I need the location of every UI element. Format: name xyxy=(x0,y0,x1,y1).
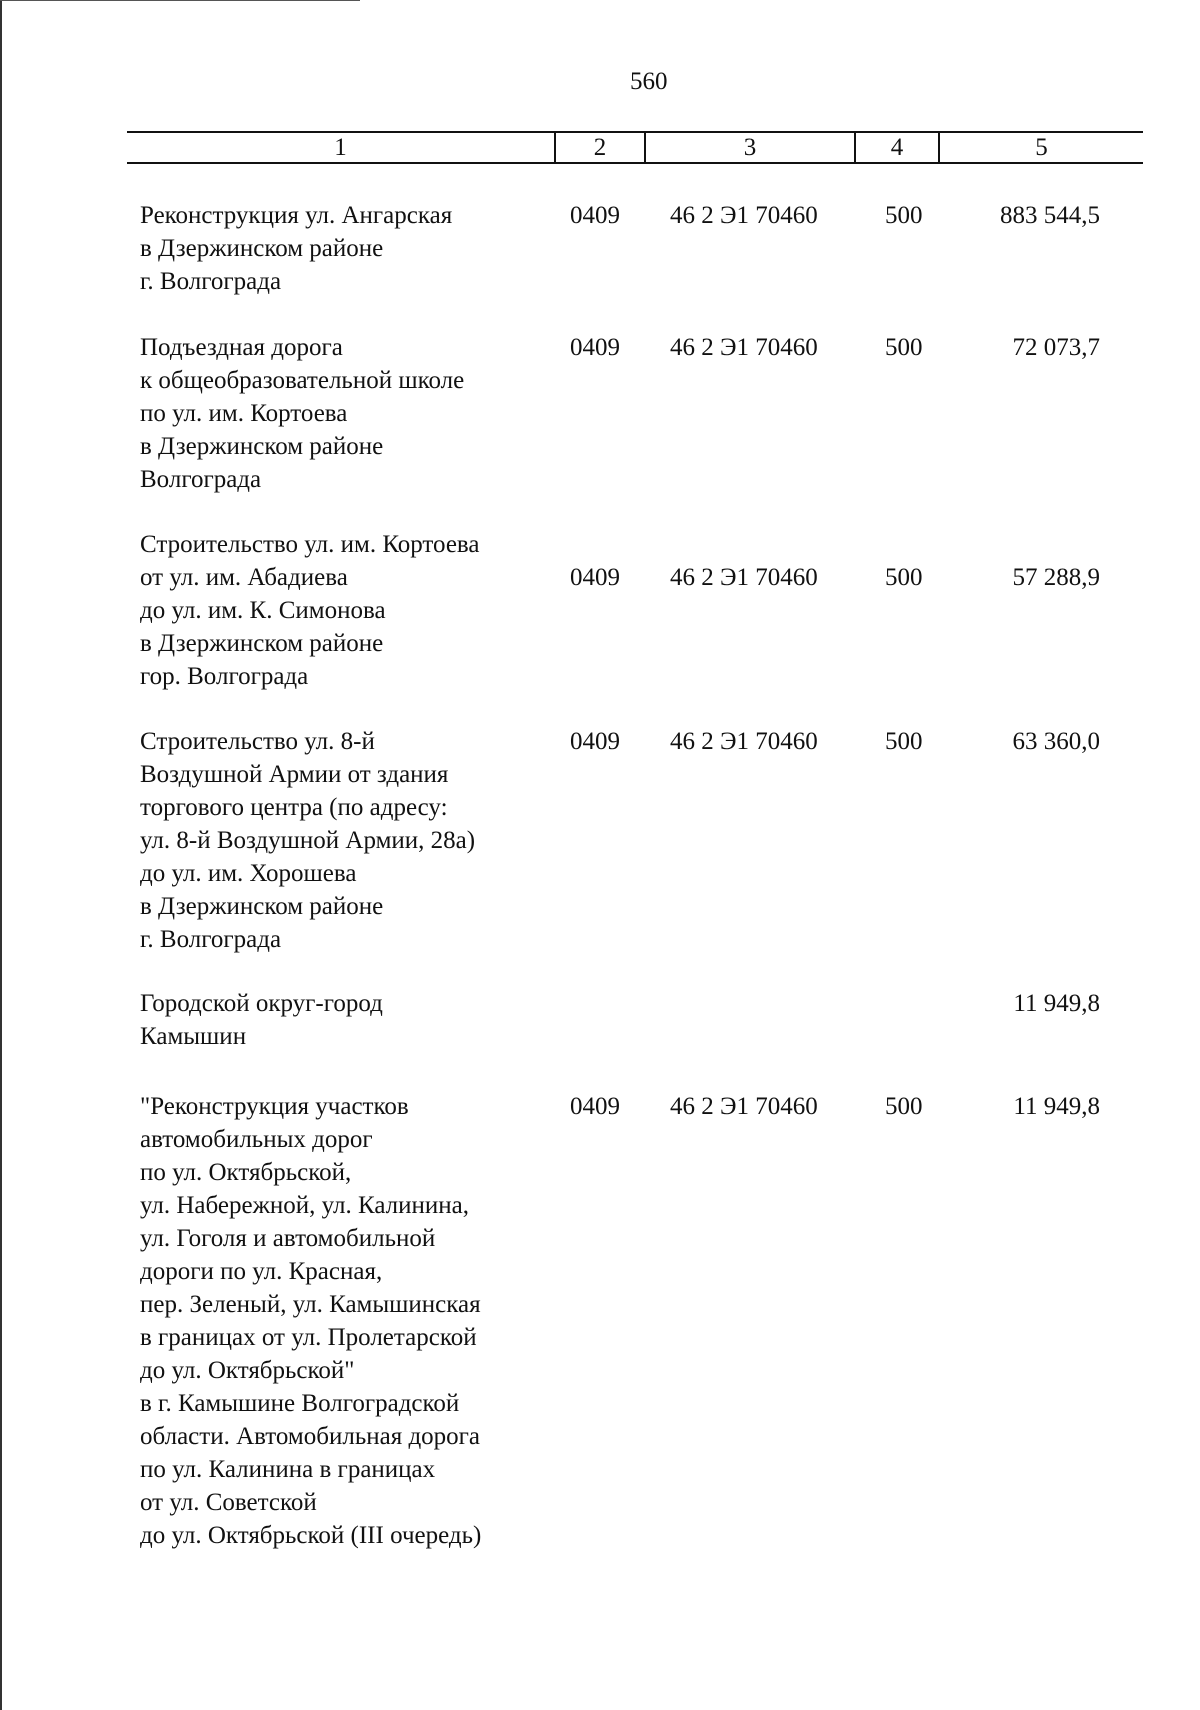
amount: 883 544,5 xyxy=(1000,202,1100,229)
name-line: ул. Набережной, ул. Калинина, xyxy=(140,1192,470,1219)
target-code: 46 2 Э1 70460 xyxy=(670,728,818,755)
name-line: по ул. Октябрьской, xyxy=(140,1159,352,1186)
expense-type: 500 xyxy=(885,1093,923,1120)
object-name xyxy=(140,528,560,693)
name-line: Строительство ул. им. Кортоева xyxy=(140,531,480,558)
name-line: пер. Зеленый, ул. Камышинская xyxy=(140,1291,481,1318)
amount: 63 360,0 xyxy=(1012,728,1100,755)
table-header xyxy=(127,131,1143,164)
object-name xyxy=(140,199,560,298)
name-line: к общеобразовательной школе xyxy=(140,367,465,394)
object-name xyxy=(140,725,560,956)
name-line: до ул. им. К. Симонова xyxy=(140,597,386,624)
name-line: Воздушной Армии от здания xyxy=(140,761,449,788)
name-line: г. Волгограда xyxy=(140,268,282,295)
section-code: 0409 xyxy=(570,1093,620,1120)
amount: 57 288,9 xyxy=(1012,564,1100,591)
name-line: в границах от ул. Пролетарской xyxy=(140,1324,477,1351)
name-line: от ул. им. Абадиева xyxy=(140,564,348,591)
name-line: до ул. им. Хорошева xyxy=(140,860,357,887)
name-line: дороги по ул. Красная, xyxy=(140,1258,383,1285)
target-code: 46 2 Э1 70460 xyxy=(670,202,818,229)
name-line: в Дзержинском районе xyxy=(140,235,384,262)
page-number: 560 xyxy=(630,68,668,95)
name-line: Подъездная дорога xyxy=(140,334,343,361)
name-line: по ул. им. Кортоева xyxy=(140,400,348,427)
name-line: до ул. Октябрьской (III очередь) xyxy=(140,1522,482,1549)
name-line: Строительство ул. 8-й xyxy=(140,728,375,755)
scan-edge-top xyxy=(0,0,360,1)
name-line: ул. Гоголя и автомобильной xyxy=(140,1225,436,1252)
name-line: торгового центра (по адресу: xyxy=(140,794,448,821)
amount: 11 949,8 xyxy=(1013,1093,1100,1120)
name-line: г. Волгограда xyxy=(140,926,282,953)
section-code: 0409 xyxy=(570,202,620,229)
name-line: Волгограда xyxy=(140,466,262,493)
name-line: Реконструкция ул. Ангарская xyxy=(140,202,453,229)
name-line: гор. Волгограда xyxy=(140,663,309,690)
column-header-3: 3 xyxy=(644,133,854,162)
name-line: в Дзержинском районе xyxy=(140,893,384,920)
section-code: 0409 xyxy=(570,564,620,591)
amount: 72 073,7 xyxy=(1012,334,1100,361)
name-line: от ул. Советской xyxy=(140,1489,317,1516)
amount: 11 949,8 xyxy=(1013,990,1100,1017)
column-header-5: 5 xyxy=(938,133,1143,162)
column-header-4: 4 xyxy=(854,133,938,162)
column-header-2: 2 xyxy=(554,133,644,162)
expense-type: 500 xyxy=(885,564,923,591)
name-line: автомобильных дорог xyxy=(140,1126,373,1153)
name-line: Городской округ-город xyxy=(140,990,383,1017)
target-code: 46 2 Э1 70460 xyxy=(670,564,818,591)
name-line: в г. Камышине Волгоградской xyxy=(140,1390,460,1417)
section-code: 0409 xyxy=(570,728,620,755)
scan-edge-left xyxy=(0,0,2,1710)
name-line: "Реконструкция участков xyxy=(140,1093,409,1120)
name-line: Камышин xyxy=(140,1023,247,1050)
name-line: ул. 8-й Воздушной Армии, 28а) xyxy=(140,827,476,854)
name-line: в Дзержинском районе xyxy=(140,433,384,460)
object-name xyxy=(140,987,560,1053)
name-line: по ул. Калинина в границах xyxy=(140,1456,436,1483)
expense-type: 500 xyxy=(885,202,923,229)
target-code: 46 2 Э1 70460 xyxy=(670,1093,818,1120)
object-name xyxy=(140,1090,560,1552)
name-line: области. Автомобильная дорога xyxy=(140,1423,481,1450)
name-line: до ул. Октябрьской" xyxy=(140,1357,355,1384)
name-line: в Дзержинском районе xyxy=(140,630,384,657)
expense-type: 500 xyxy=(885,334,923,361)
object-name xyxy=(140,331,560,496)
target-code: 46 2 Э1 70460 xyxy=(670,334,818,361)
column-header-1: 1 xyxy=(334,134,347,161)
expense-type: 500 xyxy=(885,728,923,755)
section-code: 0409 xyxy=(570,334,620,361)
